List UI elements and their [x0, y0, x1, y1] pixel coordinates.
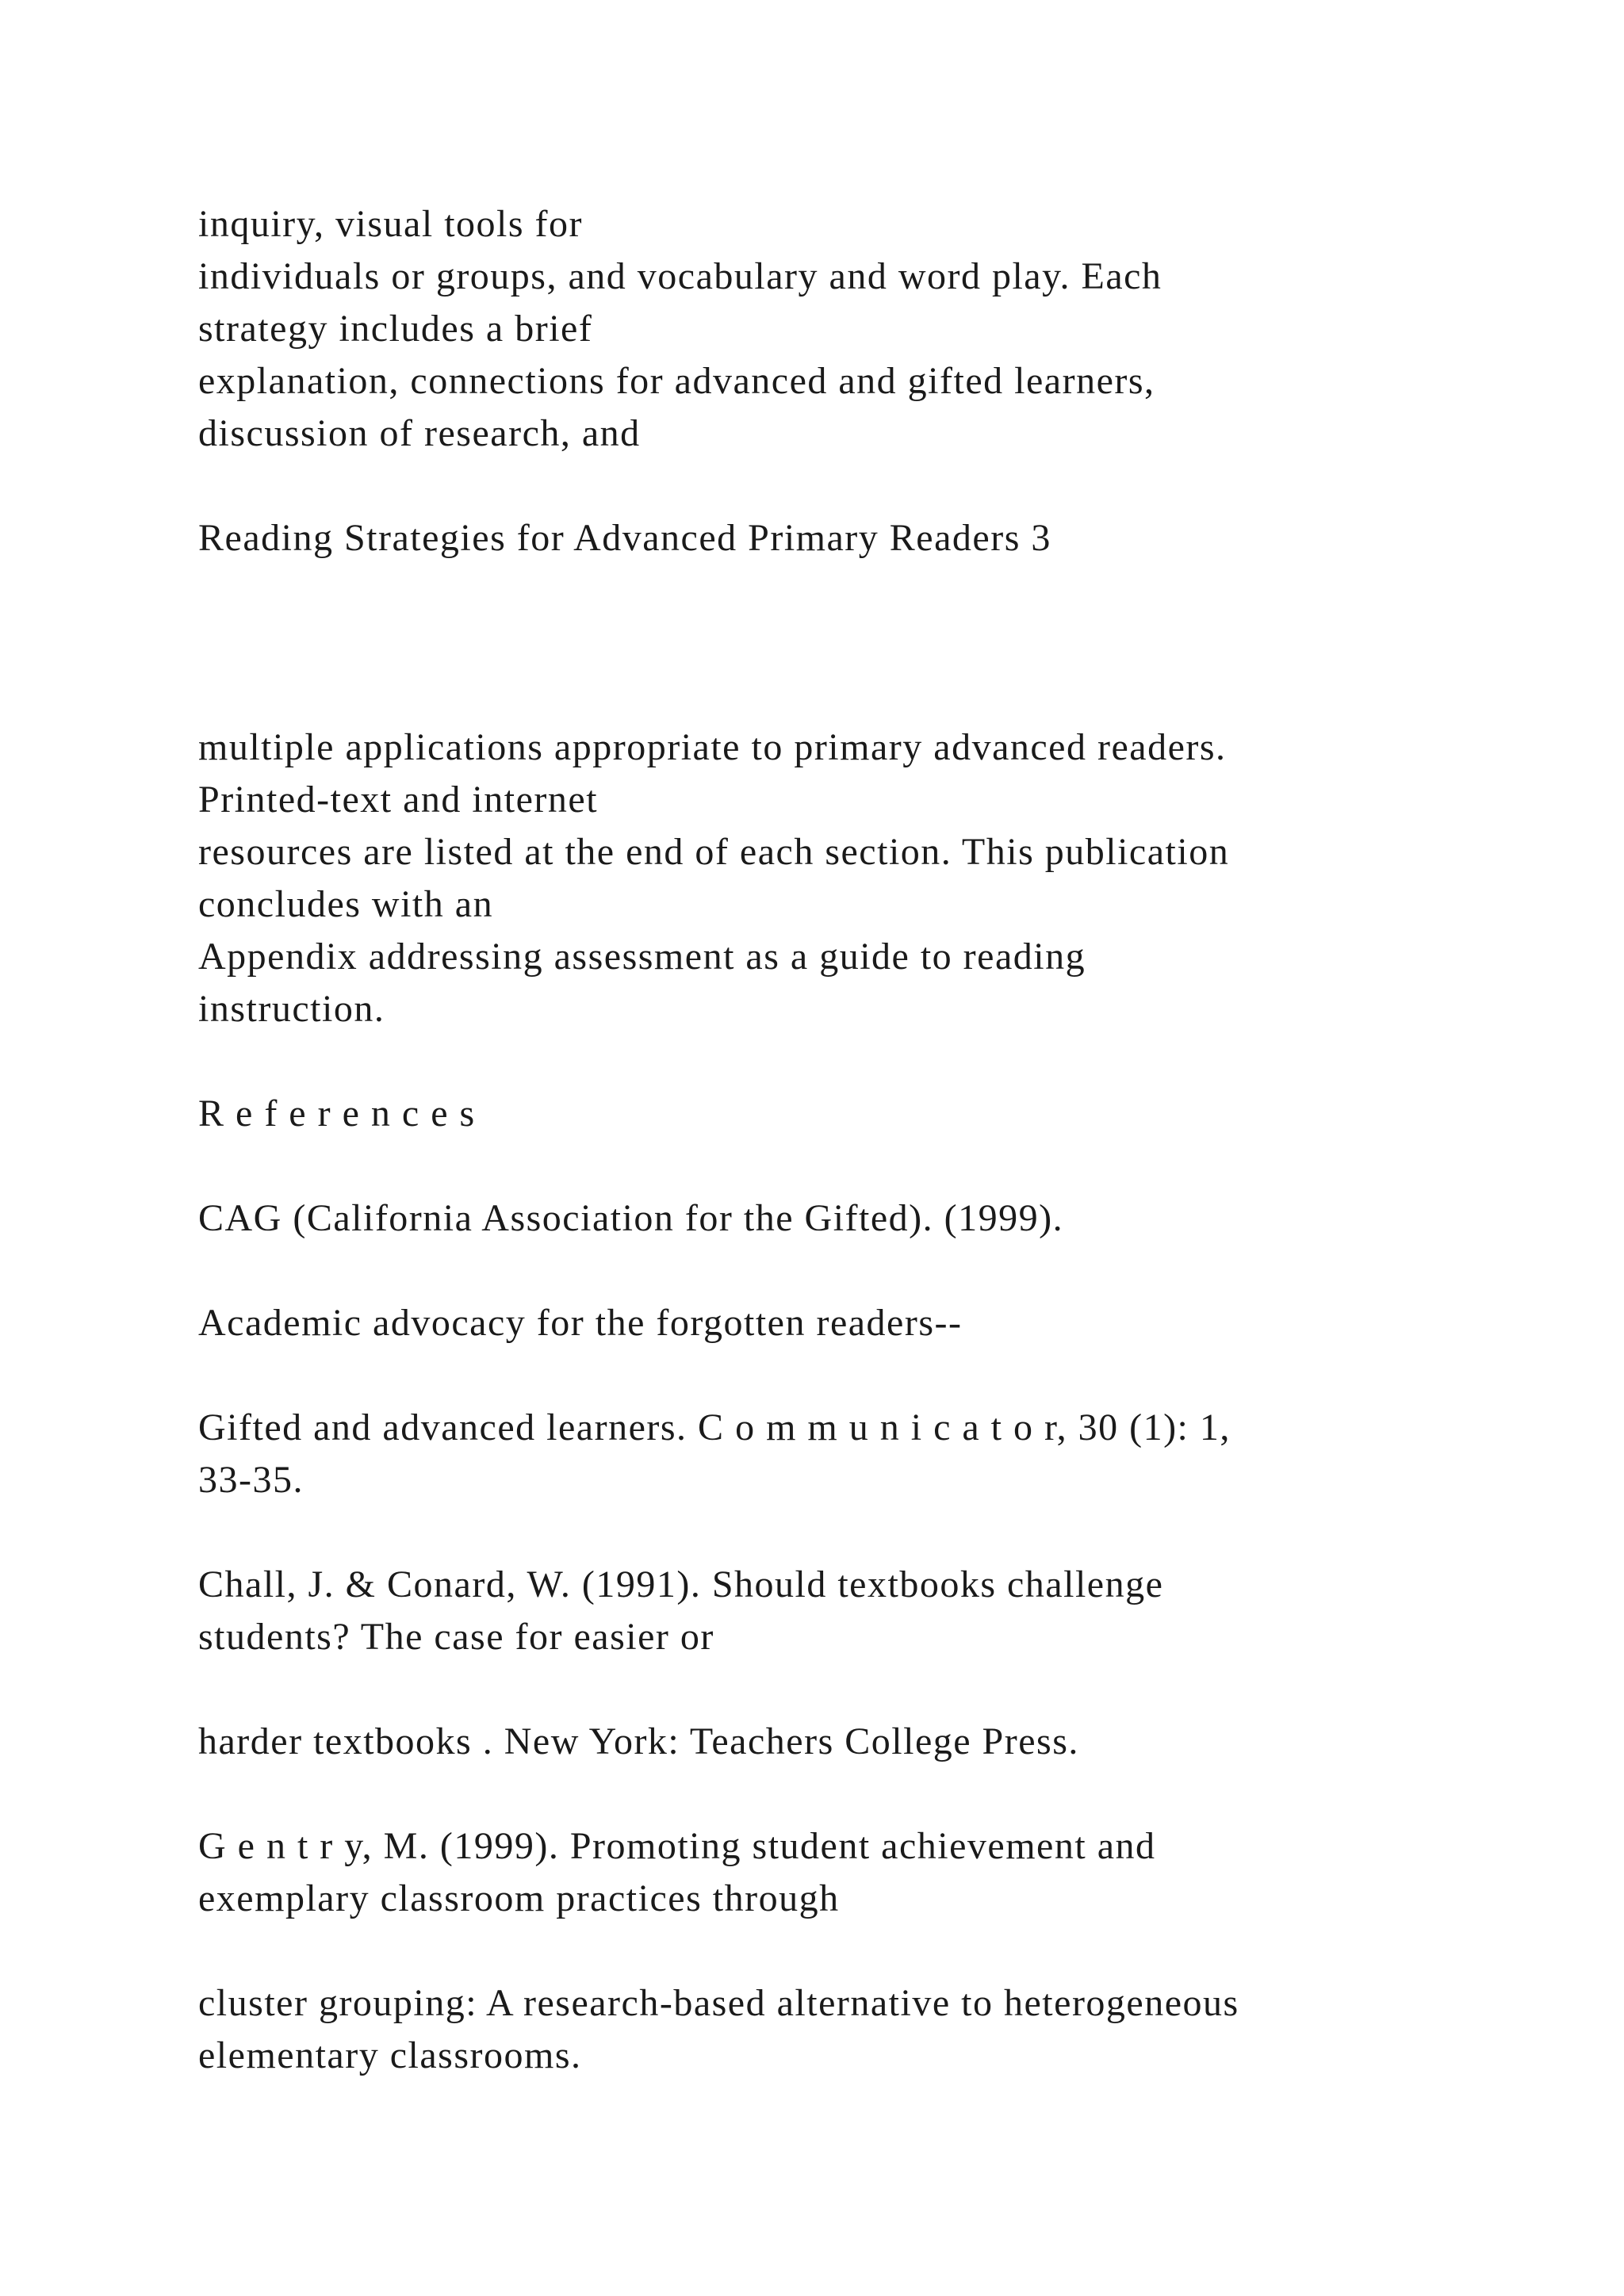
continuation-line-4: concludes with an [198, 883, 494, 925]
reference-1-line-1: CAG (California Association for the Gifted). (1999). [198, 1197, 1064, 1239]
running-header: Reading Strategies for Advanced Primary Readers 3 [198, 517, 1051, 559]
reference-5-line-1: harder textbooks . New York: Teachers College Press. [198, 1720, 1079, 1762]
intro-line-3: strategy includes a brief [198, 308, 593, 350]
continuation-line-3: resources are listed at the end of each section. This publication [198, 831, 1230, 873]
reference-4-line-2: students? The case for easier or [198, 1616, 714, 1658]
continuation-line-2: Printed-text and internet [198, 779, 599, 821]
reference-6-line-1: G e n t r y, M. (1999). Promoting student achievement and [198, 1825, 1156, 1867]
intro-line-5: discussion of research, and [198, 412, 641, 454]
continuation-line-5: Appendix addressing assessment as a guide to reading [198, 936, 1086, 978]
reference-3-line-2: 33-35. [198, 1459, 304, 1501]
intro-line-2: individuals or groups, and vocabulary and word play. Each [198, 255, 1162, 297]
reference-3-line-1: Gifted and advanced learners. C o m m u n i c a t o r, 30 (1): 1, [198, 1406, 1231, 1448]
reference-4-line-1: Chall, J. & Conard, W. (1991). Should textbooks challenge [198, 1563, 1164, 1605]
reference-6-line-2: exemplary classroom practices through [198, 1877, 840, 1919]
intro-line-1: inquiry, visual tools for [198, 203, 584, 245]
intro-line-4: explanation, connections for advanced and gifted learners, [198, 360, 1155, 402]
continuation-line-1: multiple applications appropriate to primary advanced readers. [198, 726, 1227, 768]
reference-7-line-2: elementary classrooms. [198, 2034, 582, 2076]
reference-7-line-1: cluster grouping: A research-based alternative to heterogeneous [198, 1982, 1239, 2024]
continuation-line-6: instruction. [198, 988, 385, 1030]
reference-2-line-1: Academic advocacy for the forgotten readers-- [198, 1302, 963, 1344]
references-heading: R e f e r e n c e s [198, 1093, 476, 1135]
